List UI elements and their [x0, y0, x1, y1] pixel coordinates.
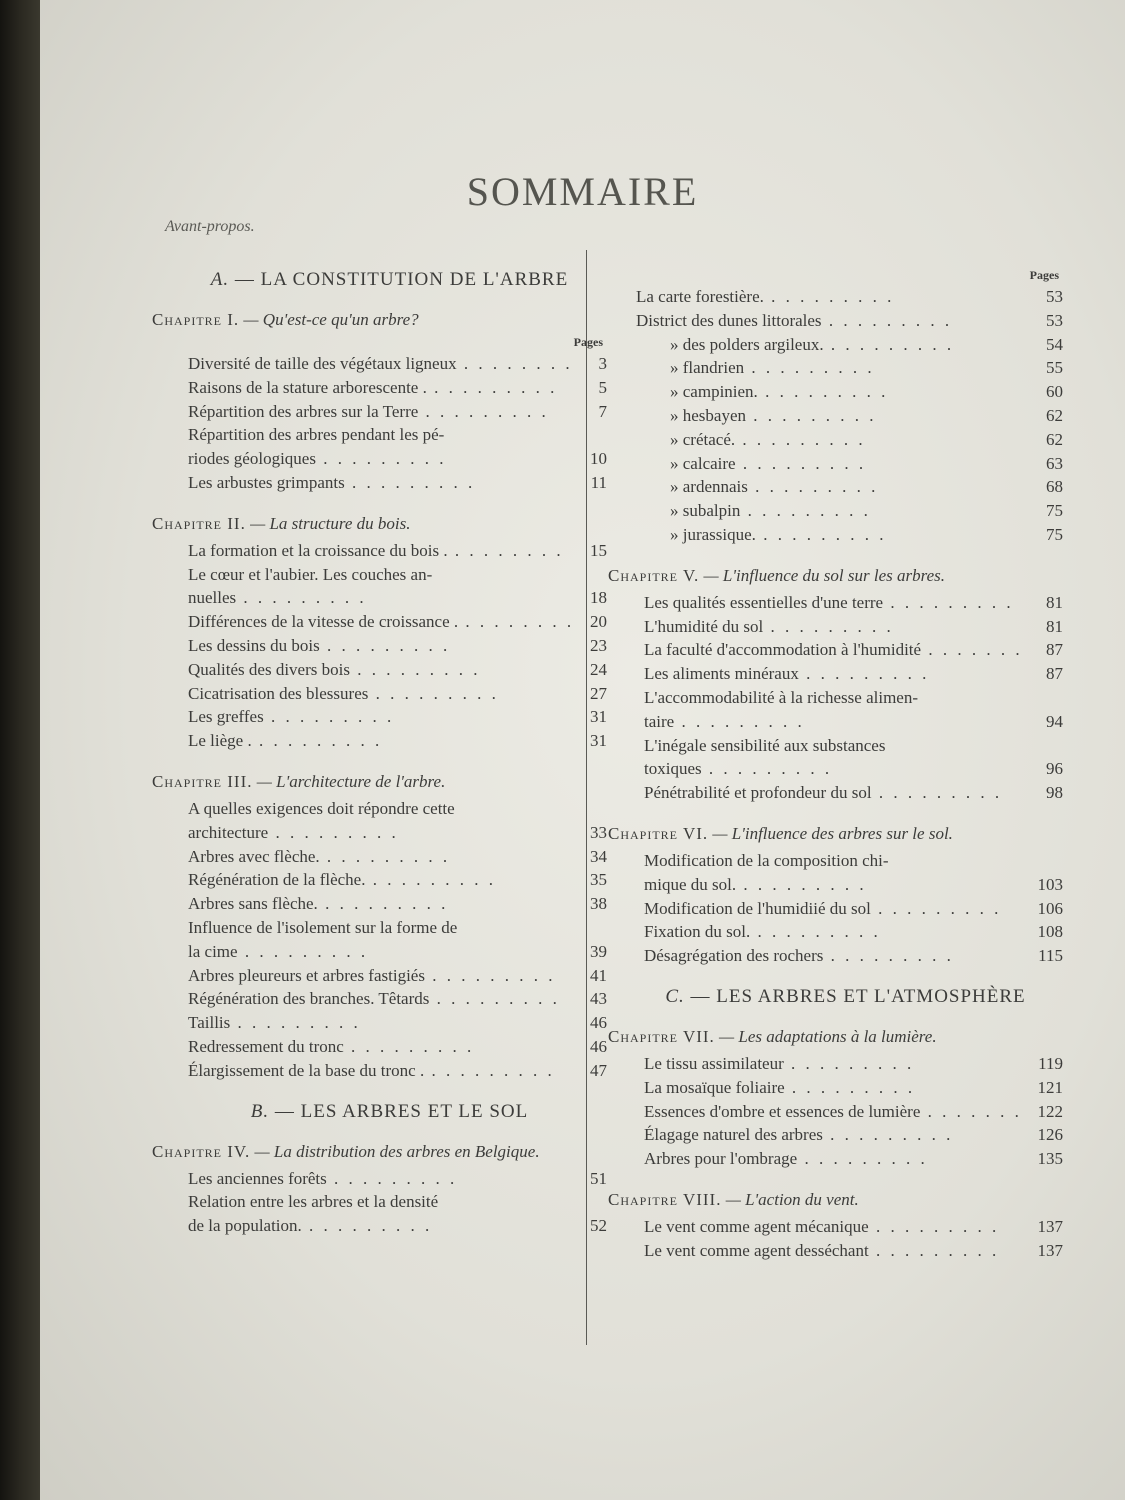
entry-page-number: 52 — [590, 1216, 607, 1236]
entries-ch4 — [188, 1167, 607, 1238]
toc-entry — [644, 873, 1063, 897]
entry-page-number: 27 — [590, 683, 607, 703]
entry-title: Les arbustes grimpants . . . — [188, 471, 571, 495]
entry-title: Essences d'ombre et essences de lumière . . . — [644, 1100, 1027, 1124]
entry-title: Le cœur et l'aubier. Les couches an- — [188, 564, 433, 584]
entry-page-number: 31 — [590, 707, 607, 727]
entry-page-number: 54 — [1046, 334, 1063, 354]
entry-title: » subalpin . . . — [636, 499, 1027, 523]
book-page — [40, 0, 1125, 1500]
toc-entry — [644, 1100, 1063, 1124]
entry-page-number: 103 — [1037, 874, 1063, 894]
entry-page-number: 75 — [1046, 501, 1063, 521]
toc-entry — [188, 987, 607, 1011]
entry-title: Pénétrabilité et profondeur du sol . . . — [644, 781, 1027, 805]
chapter-title: — L'action du vent. — [725, 1189, 859, 1209]
entry-title: Les dessins du bois . . . — [188, 634, 571, 658]
chapter-number: Chapitre II. — [152, 513, 246, 533]
chapter-number: Chapitre VII. — [608, 1026, 715, 1046]
toc-entry — [644, 1076, 1063, 1100]
toc-entry — [636, 356, 1063, 380]
entry-page-number: 20 — [590, 612, 607, 632]
entry-page-number: 87 — [1046, 640, 1063, 660]
entry-page-number: 81 — [1046, 592, 1063, 612]
toc-entry — [188, 892, 607, 916]
toc-entry — [188, 682, 607, 706]
toc-entry — [188, 1011, 607, 1035]
entry-title: La faculté d'accommodation à l'humidité . . . — [644, 638, 1027, 662]
toc-entry — [188, 1035, 607, 1059]
entry-page-number: 35 — [590, 870, 607, 890]
toc-entry — [188, 868, 607, 892]
entry-page-number: 81 — [1046, 616, 1063, 636]
toc-entry — [188, 916, 607, 940]
entry-title: mique du sol. . . . — [644, 873, 1027, 897]
chapter-heading-7 — [608, 1026, 1063, 1048]
entry-title: » des polders argileux. . . . — [636, 333, 1027, 357]
entry-page-number: 15 — [590, 540, 607, 560]
entry-page-number: 96 — [1046, 759, 1063, 779]
toc-entry — [644, 849, 1063, 873]
entry-title: taire . . . — [644, 710, 1027, 734]
entry-title: nuelles . . . — [188, 586, 571, 610]
entry-page-number: 63 — [1046, 453, 1063, 473]
toc-entry — [188, 634, 607, 658]
entry-page-number: 135 — [1037, 1149, 1063, 1169]
entry-title: Diversité de taille des végétaux ligneux . . . — [188, 352, 571, 376]
entry-page-number: 87 — [1046, 664, 1063, 684]
toc-entry — [636, 333, 1063, 357]
entry-title: Influence de l'isolement sur la forme de — [188, 917, 458, 937]
entry-page-number: 31 — [590, 731, 607, 751]
toc-entry — [636, 428, 1063, 452]
entry-title: Le tissu assimilateur . . . — [644, 1052, 1027, 1076]
entry-page-number: 137 — [1037, 1216, 1063, 1236]
chapter-heading-5 — [608, 565, 1063, 587]
toc-entry — [636, 452, 1063, 476]
toc-entry — [188, 964, 607, 988]
entry-title: Arbres pour l'ombrage . . . — [644, 1147, 1027, 1171]
entry-page-number: 10 — [590, 449, 607, 469]
entry-page-number: 39 — [590, 941, 607, 961]
left-column — [152, 265, 607, 1238]
toc-entry — [188, 423, 607, 447]
section-letter: C. — [665, 985, 685, 1007]
toc-entry — [188, 400, 607, 424]
toc-entry — [644, 944, 1063, 968]
chapter-heading-2 — [152, 513, 607, 535]
toc-entry — [188, 821, 607, 845]
toc-entry — [644, 1239, 1063, 1263]
entry-page-number: 7 — [598, 401, 607, 421]
chapter-number: Chapitre VI. — [608, 823, 709, 843]
toc-entry — [188, 471, 607, 495]
entry-page-number: 24 — [590, 659, 607, 679]
entry-title: » ardennais . . . — [636, 475, 1027, 499]
entry-title: La carte forestière. . . . — [636, 285, 1027, 309]
entry-title: » crétacé. . . . — [636, 428, 1027, 452]
section-heading-a — [172, 269, 607, 291]
toc-entry — [644, 1052, 1063, 1076]
toc-entry — [644, 897, 1063, 921]
chapter-title: — L'influence des arbres sur le sol. — [712, 823, 953, 843]
entry-title: Relation entre les arbres et la densité — [188, 1192, 439, 1212]
entry-title: Régénération des branches. Têtards . . . — [188, 987, 571, 1011]
right-column — [608, 268, 1063, 1263]
entries-ch8 — [644, 1215, 1063, 1263]
toc-entry — [188, 563, 607, 587]
toc-entry — [188, 586, 607, 610]
section-letter: B. — [250, 1100, 270, 1122]
entry-page-number: 62 — [1046, 405, 1063, 425]
entry-page-number: 55 — [1046, 358, 1063, 378]
entry-page-number: 33 — [590, 822, 607, 842]
entry-page-number: 5 — [598, 377, 607, 397]
entry-title: Arbres pleureurs et arbres fastigiés . . . — [188, 964, 571, 988]
entry-title: Taillis . . . — [188, 1011, 571, 1035]
entry-title: Élargissement de la base du tronc . . . . — [188, 1059, 571, 1083]
entry-title: Régénération de la flèche. . . . — [188, 868, 571, 892]
entry-title: toxiques . . . — [644, 757, 1027, 781]
chapter-number: Chapitre IV. — [152, 1141, 251, 1161]
section-label: — LES ARBRES ET LE SOL — [274, 1100, 529, 1122]
entry-page-number: 108 — [1037, 922, 1063, 942]
chapter-heading-8 — [608, 1189, 1063, 1211]
entry-title: Le vent comme agent desséchant . . . — [644, 1239, 1027, 1263]
toc-entry — [636, 404, 1063, 428]
entries-ch2 — [188, 539, 607, 753]
toc-entry — [636, 285, 1063, 309]
entries-ch1 — [188, 352, 607, 495]
toc-entry — [188, 1190, 607, 1214]
entry-title: Les qualités essentielles d'une terre . . . — [644, 591, 1027, 615]
entry-page-number: 51 — [590, 1168, 607, 1188]
entry-page-number: 122 — [1037, 1101, 1063, 1121]
entry-title: Raisons de la stature arborescente . . . . — [188, 376, 571, 400]
chapter-number: Chapitre VIII. — [608, 1189, 722, 1209]
toc-entry — [188, 729, 607, 753]
chapter-title: — L'architecture de l'arbre. — [256, 771, 446, 791]
entry-page-number: 23 — [590, 635, 607, 655]
entry-title: La mosaïque foliaire . . . — [644, 1076, 1027, 1100]
toc-entry — [644, 686, 1063, 710]
chapter-heading-6 — [608, 823, 1063, 845]
entry-title: Le liège . . . . — [188, 729, 571, 753]
toc-entry — [188, 797, 607, 821]
chapter-title: — Les adaptations à la lumière. — [719, 1026, 937, 1046]
toc-entry — [188, 1214, 607, 1238]
toc-entry — [636, 475, 1063, 499]
section-label: — LA CONSTITUTION DE L'ARBRE — [234, 269, 569, 290]
entries-ch5 — [644, 591, 1063, 805]
pages-header: Pages — [1029, 268, 1059, 282]
entry-page-number: 34 — [590, 846, 607, 866]
entry-title: Désagrégation des rochers . . . — [644, 944, 1027, 968]
chapter-title: — La distribution des arbres en Belgique. — [254, 1141, 540, 1161]
toc-entry — [644, 1147, 1063, 1171]
entry-title: L'accommodabilité à la richesse alimen- — [644, 687, 919, 707]
entry-page-number: 121 — [1037, 1077, 1063, 1097]
entries-ch7 — [644, 1052, 1063, 1171]
entry-page-number: 11 — [590, 472, 607, 492]
entry-title: Les anciennes forêts . . . — [188, 1167, 571, 1191]
entry-title: » jurassique. . . . — [636, 523, 1027, 547]
entries-ch4-continued — [636, 285, 1063, 547]
chapter-number: Chapitre III. — [152, 771, 253, 791]
section-label: — LES ARBRES ET L'ATMOSPHÈRE — [690, 985, 1026, 1007]
chapter-heading-3 — [152, 771, 607, 793]
entry-title: L'humidité du sol . . . — [644, 615, 1027, 639]
chapter-heading-1 — [152, 309, 607, 331]
entry-title: Les greffes . . . — [188, 705, 571, 729]
entry-title: de la population. . . . — [188, 1214, 571, 1238]
entry-title: Le vent comme agent mécanique . . . — [644, 1215, 1027, 1239]
entry-title: A quelles exigences doit répondre cette — [188, 798, 455, 818]
entry-page-number: 3 — [598, 354, 607, 373]
toc-entry — [188, 539, 607, 563]
entry-page-number: 43 — [590, 989, 607, 1009]
entry-title: » campinien. . . . — [636, 380, 1027, 404]
toc-entry — [188, 940, 607, 964]
toc-entry — [644, 615, 1063, 639]
toc-entry — [644, 734, 1063, 758]
entry-page-number: 53 — [1046, 310, 1063, 330]
entry-title: Modification de l'humidiié du sol . . . — [644, 897, 1027, 921]
entry-title: Arbres sans flèche. . . . — [188, 892, 571, 916]
toc-entry — [188, 376, 607, 400]
toc-entry — [644, 591, 1063, 615]
toc-entry — [636, 523, 1063, 547]
toc-entry — [644, 781, 1063, 805]
entry-page-number: 46 — [590, 1013, 607, 1033]
toc-entry — [188, 610, 607, 634]
entry-page-number: 68 — [1046, 477, 1063, 497]
entry-page-number: 41 — [590, 965, 607, 985]
toc-entry — [188, 447, 607, 471]
entry-page-number: 47 — [590, 1060, 607, 1080]
entry-page-number: 60 — [1046, 382, 1063, 402]
toc-entry — [644, 1215, 1063, 1239]
avant-propos: Avant-propos. — [165, 218, 255, 235]
entry-page-number: 38 — [590, 894, 607, 914]
toc-entry — [644, 1123, 1063, 1147]
chapter-title: — Qu'est-ce qu'un arbre? — [243, 310, 419, 329]
chapter-heading-4 — [152, 1141, 607, 1163]
entry-page-number: 119 — [1038, 1053, 1063, 1073]
entry-title: » hesbayen . . . — [636, 404, 1027, 428]
page-title: SOMMAIRE — [466, 169, 699, 214]
entry-title: Répartition des arbres sur la Terre . . . — [188, 400, 571, 424]
entry-page-number: 62 — [1046, 429, 1063, 449]
entry-title: » flandrien . . . — [636, 356, 1027, 380]
entry-title: riodes géologiques . . . — [188, 447, 571, 471]
toc-entry — [188, 1059, 607, 1083]
entry-title: Redressement du tronc . . . — [188, 1035, 571, 1059]
entries-ch3 — [188, 797, 607, 1083]
toc-entry — [644, 920, 1063, 944]
toc-entry — [188, 1167, 607, 1191]
entry-page-number: 115 — [1038, 946, 1063, 966]
toc-entry — [644, 638, 1063, 662]
entry-title: Répartition des arbres pendant les pé- — [188, 425, 445, 445]
toc-entry — [636, 380, 1063, 404]
toc-entry — [636, 309, 1063, 333]
entry-title: Différences de la vitesse de croissance . . . . — [188, 610, 571, 634]
entry-title: la cime . . . — [188, 940, 571, 964]
entry-title: Fixation du sol. . . . — [644, 920, 1027, 944]
section-heading-b — [172, 1101, 607, 1123]
chapter-number: Chapitre V. — [608, 565, 700, 585]
toc-entry — [636, 499, 1063, 523]
entry-title: Élagage naturel des arbres . . . — [644, 1123, 1027, 1147]
entry-page-number: 18 — [590, 588, 607, 608]
entries-ch6 — [644, 849, 1063, 968]
entry-title: La formation et la croissance du bois . . . . — [188, 539, 571, 563]
entry-page-number: 98 — [1046, 783, 1063, 803]
entry-title: L'inégale sensibilité aux substances — [644, 735, 886, 755]
entry-page-number: 53 — [1046, 287, 1063, 306]
toc-entry — [188, 352, 607, 376]
chapter-title: — L'influence du sol sur les arbres. — [703, 565, 946, 585]
entry-title: Modification de la composition chi- — [644, 850, 889, 870]
entry-title: Les aliments minéraux . . . — [644, 662, 1027, 686]
entry-page-number: 126 — [1037, 1125, 1063, 1145]
toc-entry — [644, 757, 1063, 781]
toc-entry — [188, 705, 607, 729]
entry-title: Qualités des divers bois . . . — [188, 658, 571, 682]
section-letter: A. — [210, 269, 230, 290]
entry-title: Arbres avec flèche. . . . — [188, 845, 571, 869]
toc-entry — [644, 662, 1063, 686]
toc-entry — [188, 845, 607, 869]
entry-page-number: 137 — [1037, 1240, 1063, 1260]
entry-title: Cicatrisation des blessures . . . — [188, 682, 571, 706]
entry-title: » calcaire . . . — [636, 452, 1027, 476]
toc-entry — [644, 710, 1063, 734]
chapter-number: Chapitre I. — [152, 310, 240, 329]
entry-page-number: 106 — [1037, 898, 1063, 918]
entry-title: District des dunes littorales . . . — [636, 309, 1027, 333]
entry-page-number: 94 — [1046, 711, 1063, 731]
pages-header: Pages — [573, 335, 603, 349]
chapter-title: — La structure du bois. — [250, 513, 411, 533]
book-spine — [0, 0, 40, 1500]
entry-page-number: 75 — [1046, 524, 1063, 544]
entry-title: architecture . . . — [188, 821, 571, 845]
section-heading-c — [628, 986, 1063, 1008]
entry-page-number: 46 — [590, 1036, 607, 1056]
toc-entry — [188, 658, 607, 682]
